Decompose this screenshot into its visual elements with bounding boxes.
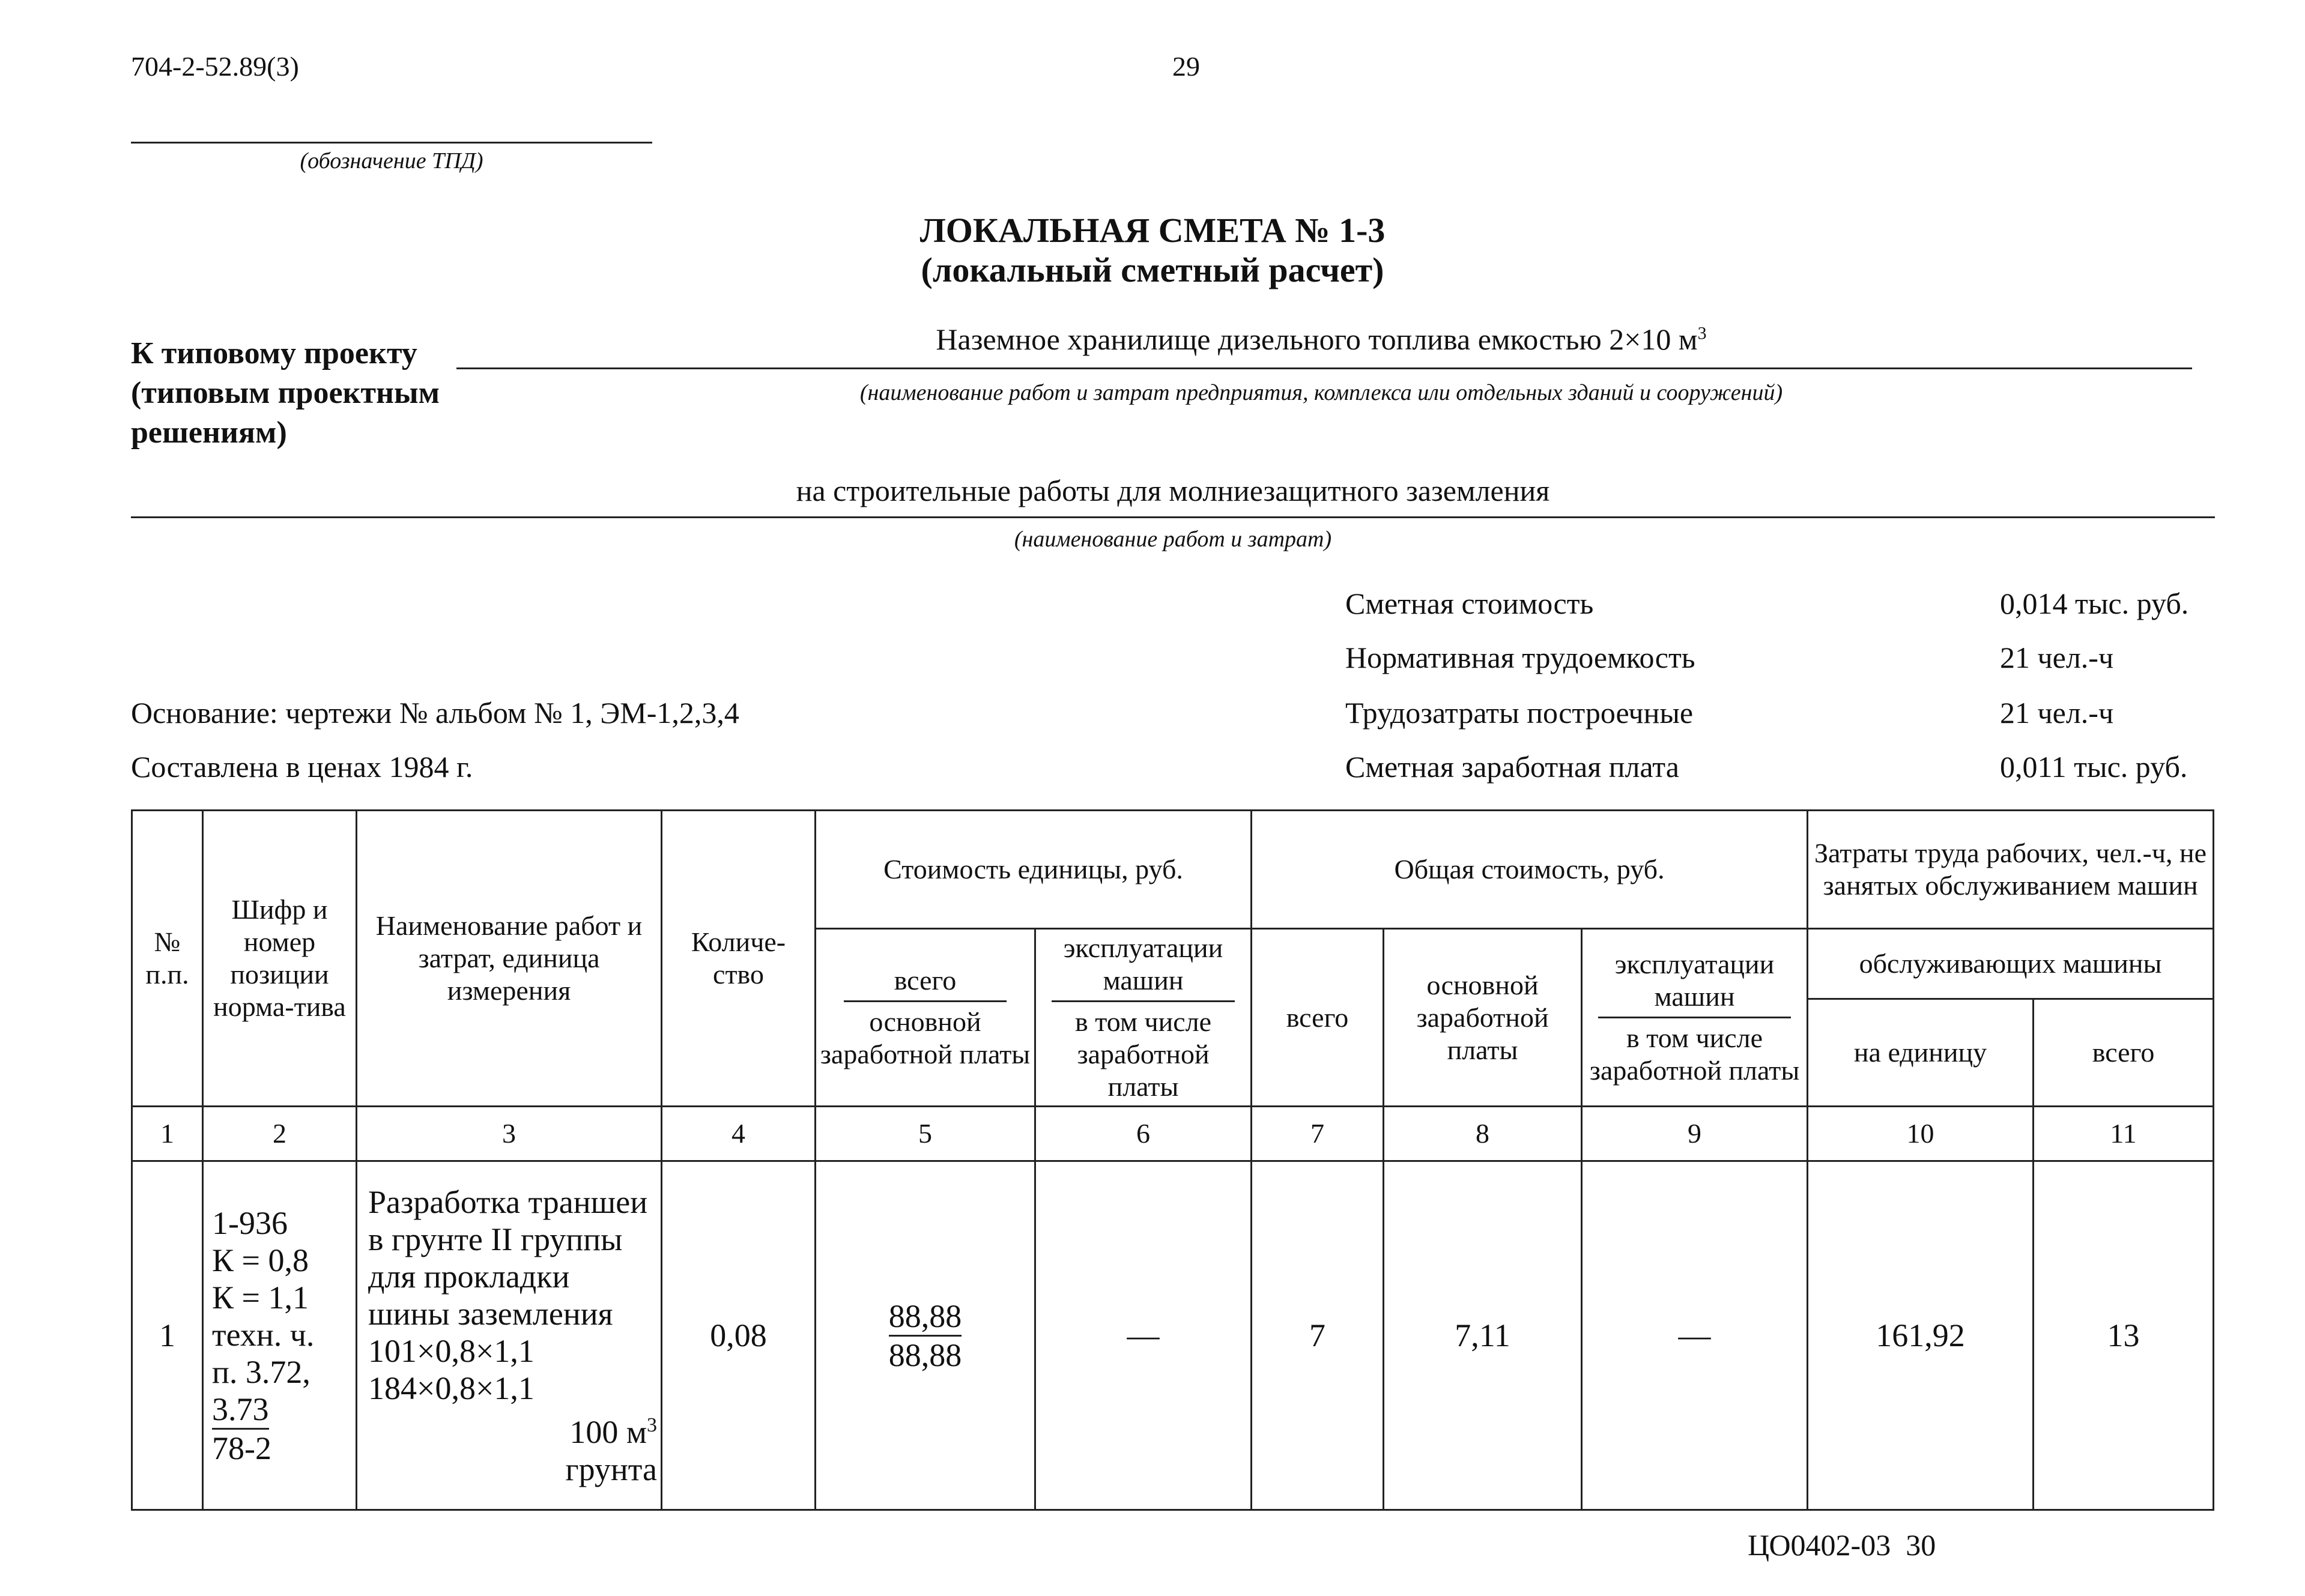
- footer-code-text: ЦО0402-03: [1748, 1528, 1891, 1562]
- column-number: 4: [662, 1107, 816, 1161]
- row-labor-unit: 161,92: [1808, 1161, 2034, 1510]
- project-label-line1: К типовому проекту: [131, 336, 417, 370]
- header-col6-top: эксплуатации машин: [1063, 933, 1223, 996]
- footer-code: [1748, 1528, 1936, 1562]
- column-number: 10: [1808, 1107, 2034, 1161]
- row-number: 1: [132, 1161, 203, 1510]
- table-row: [132, 1161, 2214, 1510]
- row-name-line: для прокладки: [368, 1258, 570, 1295]
- row-unit-cost: [816, 1161, 1035, 1510]
- summary-label-cost: Сметная стоимость: [1345, 587, 1594, 620]
- header-unit-cost-group: Стоимость единицы, руб.: [816, 811, 1252, 929]
- header-col9: [1582, 929, 1808, 1107]
- column-number: 7: [1252, 1107, 1384, 1161]
- column-number: 6: [1035, 1107, 1252, 1161]
- header-col6-bottom: в том числе заработной платы: [1075, 1006, 1211, 1102]
- row-name-line: шины заземления: [368, 1295, 613, 1332]
- row-unit-text: 100 м: [569, 1413, 647, 1450]
- row-quantity: 0,08: [662, 1161, 816, 1510]
- row-code-line: 1-936: [212, 1205, 288, 1241]
- project-label-line2: (типовым проектным: [131, 376, 440, 410]
- header-col2: Шифр и номер позиции норма-тива: [203, 811, 357, 1107]
- row-code-line: К = 0,8: [212, 1242, 309, 1278]
- estimate-title: ЛОКАЛЬНАЯ СМЕТА № 1-3: [919, 211, 1386, 250]
- column-number: 9: [1582, 1107, 1808, 1161]
- work-name: на строительные работы для молниезащитного заземления: [796, 474, 1550, 507]
- row-labor-total: 13: [2034, 1161, 2214, 1510]
- column-number: 1: [132, 1107, 203, 1161]
- row-name-line: 101×0,8×1,1: [368, 1332, 535, 1369]
- footer-number: 30: [1906, 1528, 1936, 1562]
- row-total: 7: [1252, 1161, 1384, 1510]
- row-code-fraction-top: 3.73: [212, 1391, 269, 1430]
- row-unit-total: 88,88: [889, 1298, 962, 1337]
- work-caption: (наименование работ и затрат): [1014, 527, 1332, 552]
- header-labor-sub: обслуживающих машины: [1808, 929, 2214, 999]
- header-col6: [1035, 929, 1252, 1107]
- header-col9-bottom: в том числе заработной платы: [1589, 1023, 1800, 1086]
- project-name: [601, 322, 2042, 357]
- column-number: 5: [816, 1107, 1035, 1161]
- summary-value-cost: 0,014 тыс. руб.: [2000, 587, 2189, 620]
- summary-label-wages: Сметная заработная плата: [1345, 750, 1679, 784]
- summary-label-site-labor: Трудозатраты построечные: [1345, 696, 1694, 730]
- column-number: 11: [2034, 1107, 2214, 1161]
- header-col7: всего: [1252, 929, 1384, 1107]
- row-name-line: 184×0,8×1,1: [368, 1370, 535, 1406]
- estimate-subtitle: (локальный сметный расчет): [921, 250, 1384, 289]
- row-code: [203, 1161, 357, 1510]
- project-underline: [456, 367, 2192, 369]
- column-number-row: [132, 1107, 2214, 1161]
- summary-label-normative-labor: Нормативная трудоемкость: [1345, 641, 1695, 674]
- document-code: 704-2-52.89(3): [131, 51, 299, 82]
- header-col8: основной заработной платы: [1384, 929, 1582, 1107]
- row-code-fraction-bottom: 78-2: [212, 1430, 271, 1466]
- header-col6-divider: [1052, 1000, 1235, 1002]
- estimate-table: [131, 809, 2214, 1511]
- row-total-wage: 7,11: [1384, 1161, 1582, 1510]
- table-header-row: [132, 811, 2214, 929]
- header-col3: Наименование работ и затрат, единица измерения: [357, 811, 662, 1107]
- summary-value-wages: 0,011 тыс. руб.: [2000, 750, 2188, 784]
- summary-value-site-labor: 21 чел.-ч: [2000, 696, 2114, 730]
- tpd-caption: (обозначение ТПД): [300, 148, 483, 174]
- page-number: 29: [1172, 51, 1200, 82]
- project-label-line3: решениям): [131, 416, 287, 450]
- header-col10: на единицу: [1808, 999, 2034, 1107]
- header-col5: [816, 929, 1035, 1107]
- row-unit-line2: грунта: [565, 1451, 657, 1487]
- row-unit-machines: —: [1035, 1161, 1252, 1510]
- row-code-line: п. 3.72,: [212, 1353, 310, 1390]
- header-col5-bottom: основной заработной платы: [820, 1006, 1031, 1069]
- header-total-cost-group: Общая стоимость, руб.: [1252, 811, 1808, 929]
- row-code-line: К = 1,1: [212, 1279, 309, 1316]
- column-number: 8: [1384, 1107, 1582, 1161]
- project-name-superscript: 3: [1697, 323, 1707, 343]
- column-number: 2: [203, 1107, 357, 1161]
- project-label: [131, 334, 440, 453]
- prices-text: Составлена в ценах 1984 г.: [131, 750, 473, 784]
- header-col9-divider: [1598, 1017, 1791, 1018]
- project-name-text: Наземное хранилище дизельного топлива емкостью 2×10 м: [936, 322, 1698, 356]
- row-unit-superscript: 3: [647, 1413, 657, 1436]
- row-name-line: в грунте II группы: [368, 1221, 623, 1257]
- header-col4: Количе-ство: [662, 811, 816, 1107]
- work-underline: [131, 516, 2215, 518]
- row-code-line: техн. ч.: [212, 1316, 315, 1353]
- header-labor-group: Затраты труда рабочих, чел.-ч, не занятых обслуживанием машин: [1808, 811, 2214, 929]
- header-col9-top: эксплуатации машин: [1614, 949, 1775, 1012]
- row-unit: [368, 1407, 657, 1451]
- row-name-line: Разработка траншеи: [368, 1183, 648, 1220]
- tpd-underline: [131, 142, 652, 144]
- row-work-name: [357, 1161, 662, 1510]
- header-col5-divider: [844, 1000, 1007, 1002]
- row-total-machines: —: [1582, 1161, 1808, 1510]
- summary-value-normative-labor: 21 чел.-ч: [2000, 641, 2114, 674]
- column-number: 3: [357, 1107, 662, 1161]
- row-unit-wage: 88,88: [888, 1337, 962, 1373]
- project-caption: (наименование работ и затрат предприятия, комплекса или отдельных зданий и сооружений): [859, 380, 1783, 405]
- header-col5-top: всего: [894, 965, 957, 996]
- header-col11: всего: [2034, 999, 2214, 1107]
- header-col1: № п.п.: [132, 811, 203, 1107]
- basis-text: Основание: чертежи № альбом № 1, ЭМ-1,2,3,4: [131, 696, 739, 730]
